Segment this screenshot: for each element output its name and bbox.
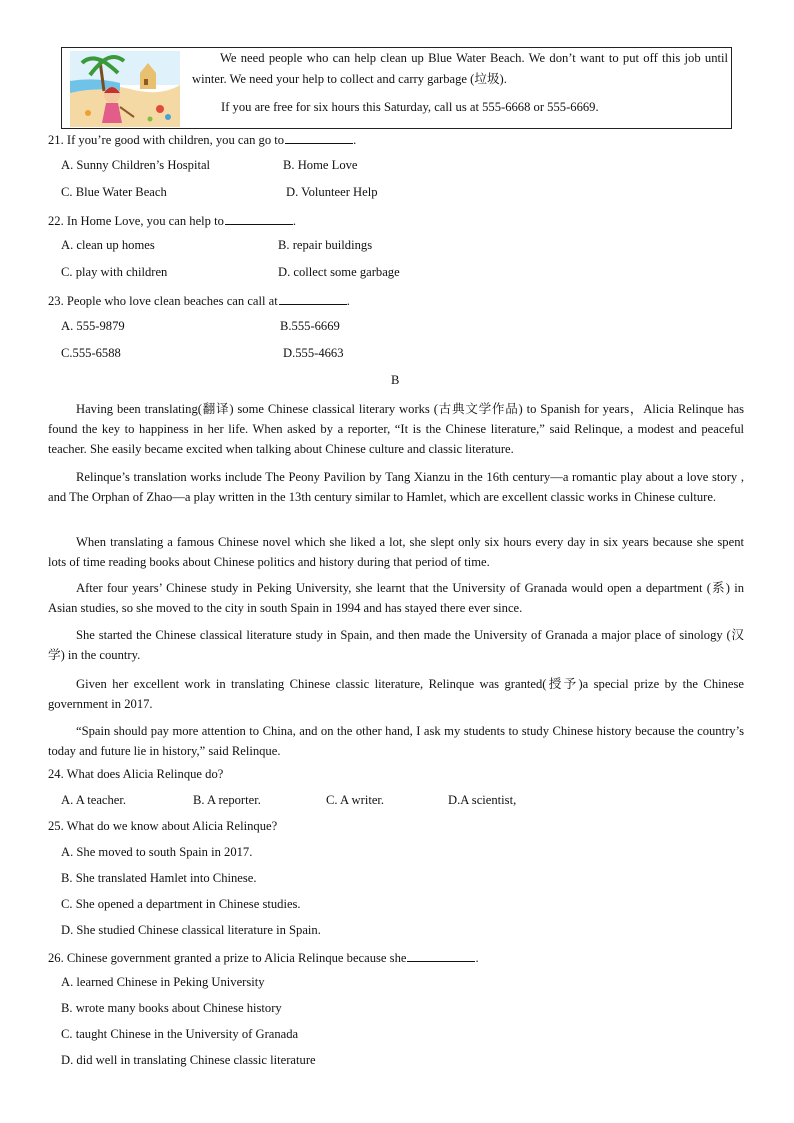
passage-paragraph-5: She started the Chinese classical literature study in Spain, and then made the University of Granada a major place of sinology (汉学) in the country.	[48, 628, 744, 662]
section-label: B	[391, 373, 400, 387]
option-23-d: D.555-4663	[283, 346, 344, 360]
question-stem: 22. In Home Love, you can help to	[48, 214, 224, 228]
passage-paragraph-1: Having been translating(翻译) some Chinese classical literary works (古典文学作品) to Spanish for years，Alicia Relinque has found the key to happiness in her life. When asked by a reporter, “It is the Chinese literature,” said Relinque, a modest and peaceful teacher. She easily became excited when talking about Chinese culture and classic literature.	[48, 402, 744, 456]
option-23-a: A. 555-9879	[61, 319, 125, 333]
question-26: 26. Chinese government granted a prize to Alicia Relinque because she .	[48, 951, 479, 965]
option-24-b: B. A reporter.	[193, 793, 261, 807]
question-22: 22. In Home Love, you can help to .	[48, 214, 297, 228]
option-23-b: B.555-6669	[280, 319, 340, 333]
question-21: 21. If you’re good with children, you can go to .	[48, 133, 357, 147]
option-22-c: C. play with children	[61, 265, 168, 279]
question-stem: 21. If you’re good with children, you can go to	[48, 133, 285, 147]
option-21-d: D. Volunteer Help	[286, 185, 378, 199]
option-25-d: D. She studied Chinese classical literature in Spain.	[61, 923, 321, 937]
option-25-a: A. She moved to south Spain in 2017.	[61, 845, 253, 859]
option-25-c: C. She opened a department in Chinese studies.	[61, 897, 301, 911]
question-stem: 23. People who love clean beaches can call at	[48, 294, 278, 308]
notice-paragraph-2: If you are free for six hours this Saturday, call us at 555-6668 or 555-6669.	[221, 100, 599, 114]
answer-blank	[225, 212, 293, 225]
option-26-c: C. taught Chinese in the University of Granada	[61, 1027, 299, 1041]
option-26-d: D. did well in translating Chinese classic literature	[61, 1053, 316, 1067]
option-23-c: C.555-6588	[61, 346, 121, 360]
option-22-a: A. clean up homes	[61, 238, 155, 252]
option-22-d: D. collect some garbage	[278, 265, 400, 279]
passage-paragraph-7: “Spain should pay more attention to China, and on the other hand, I ask my students to study Chinese history because the country’s today and future lie in history,” said Relinque.	[48, 724, 744, 758]
question-stem: 26. Chinese government granted a prize to Alicia Relinque because she	[48, 951, 407, 965]
passage-paragraph-4: After four years’ Chinese study in Peking University, she learnt that the University of Granada would open a department (系) in Asian studies, so she moved to the city in south Spain in 1994 and has stayed there ever since.	[48, 581, 744, 615]
answer-blank	[279, 292, 347, 305]
answer-blank	[407, 949, 475, 962]
passage-paragraph-3: When translating a famous Chinese novel which she liked a lot, she slept only six hours every day in six years because she spent lots of time reading books about Chinese politics and history during that period of time.	[48, 535, 744, 569]
notice-paragraph-1: We need people who can help clean up Blue Water Beach. We don’t want to put off this job until winter. We need your help to collect and carry garbage (垃圾).	[192, 51, 728, 86]
option-21-a: A. Sunny Children’s Hospital	[61, 158, 211, 172]
option-21-c: C. Blue Water Beach	[61, 185, 167, 199]
answer-blank	[285, 131, 353, 144]
beach-cleanup-illustration	[70, 51, 180, 127]
question-23: 23. People who love clean beaches can call at .	[48, 294, 350, 308]
option-26-a: A. learned Chinese in Peking University	[61, 975, 265, 989]
option-24-d: D.A scientist,	[448, 793, 517, 807]
option-25-b: B. She translated Hamlet into Chinese.	[61, 871, 257, 885]
question-24: 24. What does Alicia Relinque do?	[48, 767, 224, 781]
option-26-b: B. wrote many books about Chinese history	[61, 1001, 282, 1015]
question-25: 25. What do we know about Alicia Relinque?	[48, 819, 278, 833]
option-21-b: B. Home Love	[283, 158, 358, 172]
option-24-c: C. A writer.	[326, 793, 385, 807]
option-22-b: B. repair buildings	[278, 238, 373, 252]
passage-paragraph-6: Given her excellent work in translating Chinese classic literature, Relinque was granted(授予)a special prize by the Chinese government in 2017.	[48, 677, 744, 711]
option-24-a: A. A teacher.	[61, 793, 127, 807]
passage-paragraph-2: Relinque’s translation works include The Peony Pavilion by Tang Xianzu in the 16th century—a romantic play about a love story , and The Orphan of Zhao—a play written in the 13th century similar to Hamlet, which are excellent classic works in Chinese culture.	[48, 470, 744, 504]
